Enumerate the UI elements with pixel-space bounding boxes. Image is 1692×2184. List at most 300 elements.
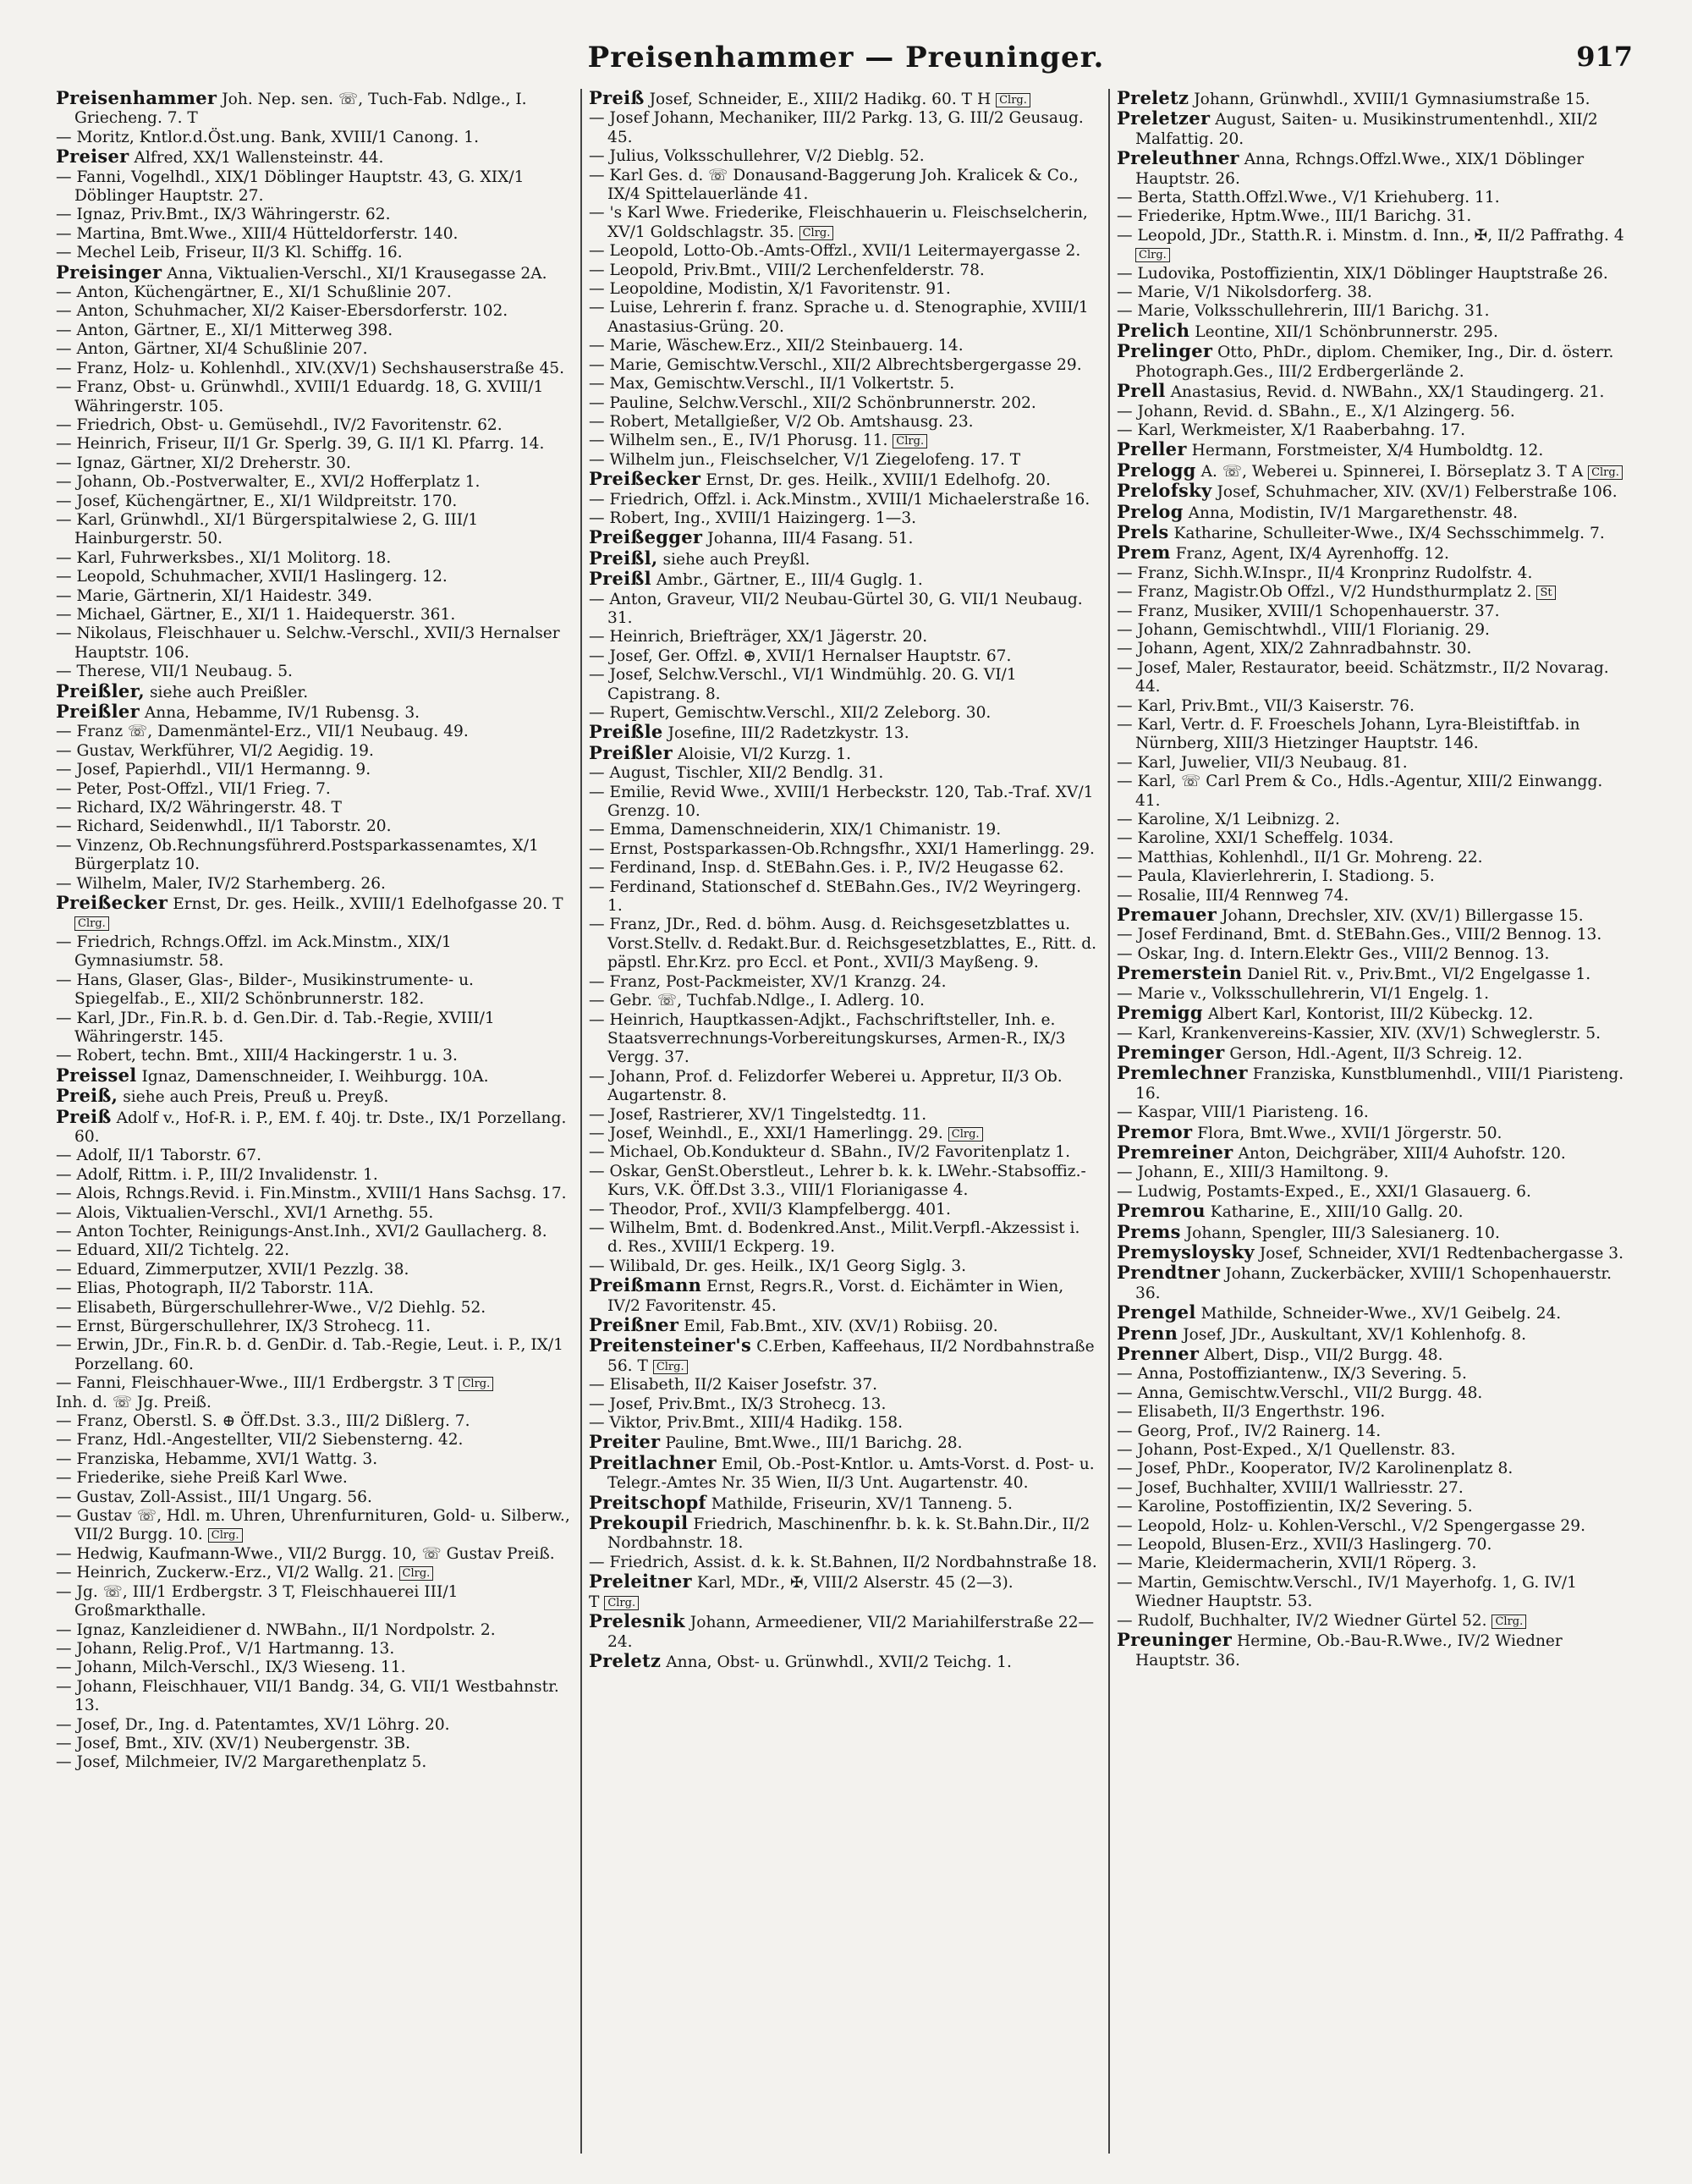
directory-entry: [1117, 283, 1628, 302]
directory-entry: [1117, 1183, 1628, 1202]
directory-entry: [56, 473, 572, 492]
entry-text: — Josef, Milchmeier, IV/2 Margarethenplatz 5.: [56, 1753, 427, 1772]
directory-entry: [589, 549, 1100, 569]
directory-entry: [56, 1659, 572, 1677]
entry-text: — Johann, Ob.-Postverwalter, E., XVI/2 Hofferplatz 1.: [56, 473, 481, 492]
directory-entry: [56, 1394, 572, 1412]
entry-surname: Prenner: [1117, 1343, 1200, 1364]
entry-text: siehe auch Preyßl.: [662, 550, 810, 569]
entry-text: — Rupert, Gemischtw.Verschl., XII/2 Zeleborg. 30.: [589, 704, 992, 722]
entry-text: Josef, Schuhmacher, XIV. (XV/1) Felberstraße 106.: [1217, 483, 1618, 502]
directory-entry: [589, 1125, 1100, 1143]
directory-entry: [589, 859, 1100, 877]
entry-text: Ernst, Dr. ges. Heilk., XVIII/1 Edelhofg. 20.: [706, 471, 1051, 490]
directory-entry: [1117, 1324, 1628, 1345]
entry-text: Anna, Rchngs.Offzl.Wwe., XIX/1 Döblinger Hauptstr. 26.: [1135, 151, 1585, 188]
entry-text: — Marie, V/1 Nikolsdorferg. 38.: [1117, 283, 1372, 302]
directory-entry: [589, 591, 1100, 629]
directory-entry: [1117, 716, 1628, 754]
entry-text: — Fanni, Fleischhauer-Wwe., III/1 Erdbergstr. 3 T: [56, 1374, 454, 1393]
directory-entry: [1117, 985, 1628, 1004]
directory-entry: [1117, 905, 1628, 926]
entry-text: — Anton Tochter, Reinigungs-Anst.Inh., XVI/2 Gaullacherg. 8.: [56, 1222, 547, 1241]
entry-text: — Anton, Küchengärtner, E., XI/1 Schußlinie 207.: [56, 283, 452, 302]
directory-entry: [589, 451, 1100, 470]
directory-entry: [56, 1753, 572, 1772]
directory-entry: [56, 129, 572, 147]
directory-entry: [1117, 207, 1628, 226]
directory-entry: [56, 1223, 572, 1241]
entry-surname: Preiß: [589, 89, 645, 108]
entry-text: — Martina, Bmt.Wwe., XIII/4 Hütteldorferstr. 140.: [56, 224, 459, 243]
clearing-badge: St: [1536, 586, 1555, 600]
entry-text: — Oskar, Ing. d. Intern.Elektr Ges., VIII/2 Bennog. 13.: [1117, 944, 1550, 963]
entry-text: Hermine, Ob.-Bau-R.Wwe., IV/2 Wiedner Hauptstr. 36.: [1135, 1632, 1563, 1670]
entry-text: — Franz, Hdl.-Angestellter, VII/2 Siebensterng. 42.: [56, 1431, 464, 1450]
directory-entry: [1117, 583, 1628, 602]
directory-entry: [56, 435, 572, 454]
entry-text: — Anton, Schuhmacher, XI/2 Kaiser-Ebersdorferstr. 102.: [56, 302, 508, 321]
entry-surname: Premrou: [1117, 1200, 1206, 1222]
directory-entry: [589, 1612, 1100, 1652]
entry-text: — Theodor, Prof., XVII/3 Klampfelbergg. 401.: [589, 1200, 951, 1219]
entry-surname: Preißler,: [56, 679, 146, 701]
entry-text: — Hedwig, Kaufmann-Wwe., VII/2 Burgg. 10, ☏ Gustav Preiß.: [56, 1544, 555, 1563]
entry-surname: Preißegger: [589, 526, 703, 548]
directory-entry: [56, 568, 572, 586]
directory-entry: [1117, 1536, 1628, 1554]
entry-text: — Ferdinand, Stationschef d. StEBahn.Ges., IV/2 Weyringerg. 1.: [589, 877, 1082, 916]
directory-entry: [56, 1488, 572, 1507]
directory-entry: [589, 992, 1100, 1010]
clearing-badge: Clrg.: [399, 1566, 434, 1581]
directory-entry: [589, 1257, 1100, 1276]
directory-entry: [56, 1009, 572, 1048]
directory-entry: [589, 491, 1100, 509]
entry-text: — Max, Gemischtw.Verschl., II/1 Volkertstr. 5.: [589, 375, 955, 393]
entry-text: — Friedrich, Rchngs.Offzl. im Ack.Minstm., XIX/1 Gymnasiumstr. 58.: [56, 932, 452, 971]
directory-entry: [56, 225, 572, 244]
directory-entry: [56, 263, 572, 283]
entry-text: — Friedrich, Assist. d. k. k. St.Bahnen, II/2 Nordbahnstraße 18.: [589, 1553, 1097, 1571]
entry-text: — Karl, Werkmeister, X/1 Raaberbahng. 17.: [1117, 421, 1466, 439]
entry-text: — Gustav, Zoll-Assist., III/1 Ungarg. 56.: [56, 1488, 372, 1506]
entry-text: — Richard, Seidenwhdl., II/1 Taborstr. 20.: [56, 817, 392, 836]
entry-text: — Georg, Prof., IV/2 Rainerg. 14.: [1117, 1422, 1382, 1440]
entry-text: — Marie, Gemischtw.Verschl., XII/2 Albrechtsbergergasse 29.: [589, 355, 1082, 374]
entry-surname: Preiß: [56, 1105, 112, 1127]
entry-text: — Michael, Ob.Kondukteur d. SBahn., IV/2 Favoritenplatz 1.: [589, 1143, 1070, 1162]
entry-text: — Vinzenz, Ob.Rechnungsführerd.Postsparkassenamtes, X/1 Bürgerplatz 10.: [56, 836, 539, 874]
directory-entry: [56, 1336, 572, 1374]
directory-entry: [1117, 319, 1628, 342]
entry-text: — Josef, Maler, Restaurator, beeid. Schätzmstr., II/2 Novarag. 44.: [1117, 658, 1609, 696]
directory-entry: [56, 1147, 572, 1165]
entry-text: — Marie v., Volksschullehrerin, VI/1 Engelg. 1.: [1117, 984, 1490, 1003]
directory-entry: [589, 528, 1100, 548]
directory-entry: [1117, 1243, 1628, 1263]
entry-surname: Prenn: [1117, 1322, 1178, 1344]
directory-entry: [1117, 1554, 1628, 1573]
directory-entry: [56, 1507, 572, 1545]
entry-text: — Alois, Rchngs.Revid. i. Fin.Minstm., XVIII/1 Hans Sachsg. 17.: [56, 1185, 567, 1203]
directory-entry: [1117, 1202, 1628, 1222]
entry-text: — Emilie, Revid Wwe., XVIII/1 Herbeckstr. 120, Tab.-Traf. XV/1 Grenzg. 10.: [589, 783, 1094, 821]
entry-text: — Karl, Krankenvereins-Kassier, XIV. (XV/1) Schweglerstr. 5.: [1117, 1024, 1601, 1042]
entry-surname: Premigg: [1117, 1002, 1203, 1024]
directory-entry: [56, 1105, 572, 1147]
entry-text: — Karoline, Postoffizientin, IX/2 Severing. 5.: [1117, 1498, 1473, 1516]
directory-entry: [589, 1106, 1100, 1125]
directory-entry: [589, 432, 1100, 450]
entry-text: — Franz, Sichh.W.Inspr., II/4 Kronprinz Rudolfstr. 4.: [1117, 564, 1533, 582]
entry-text: — Friederike, Hptm.Wwe., III/1 Barichg. 31.: [1117, 207, 1472, 226]
entry-surname: Preletz: [1117, 89, 1189, 108]
entry-text: — Johann, Milch-Verschl., IX/3 Wieseng. 11.: [56, 1659, 406, 1677]
entry-text: — Karl, Fuhrwerksbes., XI/1 Molitorg. 18.: [56, 548, 392, 567]
entry-text: Daniel Rit. v., Priv.Bmt., VI/2 Engelgasse 1.: [1247, 965, 1591, 984]
entry-text: — Marie, Gärtnerin, XI/1 Haidestr. 349.: [56, 586, 373, 605]
directory-entry: [589, 337, 1100, 355]
directory-entry: [1117, 89, 1628, 109]
directory-entry: [1117, 342, 1628, 382]
directory-entry: [589, 1649, 1100, 1672]
entry-text: — Johann, E., XIII/3 Hamiltong. 9.: [1117, 1164, 1389, 1182]
entry-text: Albert, Disp., VII/2 Burgg. 48.: [1204, 1346, 1443, 1364]
directory-entry: [56, 1640, 572, 1659]
entry-text: — August, Tischler, XII/2 Bendlg. 31.: [589, 764, 884, 783]
directory-entry: [589, 1201, 1100, 1219]
entry-text: — Wilhelm sen., E., IV/1 Phorusg. 11.: [589, 432, 888, 450]
entry-text: — Wilhelm, Bmt. d. Bodenkred.Anst., Milit.Verpfl.-Akzessist i. d. Res., XVIII/1 Eckperg. 19.: [589, 1219, 1080, 1257]
directory-entry: [56, 742, 572, 761]
directory-entry: [1117, 1143, 1628, 1164]
entry-text: — Oskar, GenSt.Oberstleut., Lehrer b. k. k. LWehr.-Stabsoffiz.-Kurs, V.K. Öff.Dst 3.3., VIII/1 Florianigasse 4.: [589, 1162, 1086, 1200]
entry-text: — Josef, Bmt., XIV. (XV/1) Neubergenstr. 3B.: [56, 1734, 411, 1752]
entry-text: — Friedrich, Obst- u. Gemüsehdl., IV/2 Favoritenstr. 62.: [56, 415, 503, 434]
directory-entry: [1117, 1064, 1628, 1103]
entry-surname: Premerstein: [1117, 962, 1243, 984]
entry-text: — Ignaz, Gärtner, XI/2 Dreherstr. 30.: [56, 454, 351, 472]
directory-entry: [1117, 382, 1628, 402]
directory-entry: [1117, 867, 1628, 886]
directory-entry: [1117, 440, 1628, 460]
entry-surname: Preiß,: [56, 1085, 118, 1107]
directory-entry: [56, 283, 572, 302]
entry-text: — Ferdinand, Insp. d. StEBahn.Ges. i. P., IV/2 Heugasse 62.: [589, 859, 1064, 877]
entry-text: — Martin, Gemischtw.Verschl., IV/1 Mayerhofg. 1, G. IV/1 Wiedner Hauptstr. 53.: [1117, 1573, 1578, 1611]
entry-text: — Johann, Prof. d. Felizdorfer Weberei u. Appretur, II/3 Ob. Augartenstr. 8.: [589, 1067, 1063, 1105]
entry-surname: Preißmann: [589, 1274, 702, 1296]
directory-entry: [1117, 829, 1628, 848]
directory-entry: [589, 1219, 1100, 1257]
directory-entry: [1117, 945, 1628, 964]
entry-text: — Karl, Vertr. d. F. Froeschels Johann, Lyra-Bleistiftfab. in Nürnberg, XIII/3 Hietzinger Hauptstr. 146.: [1117, 716, 1580, 753]
entry-surname: Preleuthner: [1117, 147, 1239, 169]
directory-entry: [589, 356, 1100, 375]
directory-entry: [56, 1374, 572, 1393]
directory-entry: [56, 894, 572, 933]
entry-text: Ambr., Gärtner, E., III/4 Guglg. 1.: [656, 571, 923, 590]
directory-entry: [1117, 621, 1628, 640]
directory-entry: [56, 1621, 572, 1640]
directory-entry: [589, 167, 1100, 205]
entry-text: — Marie, Kleidermacherin, XVII/1 Röperg. 3.: [1117, 1554, 1477, 1573]
directory-entry: [589, 1572, 1100, 1593]
entry-text: — Josef, Papierhdl., VII/1 Hermanng. 9.: [56, 761, 371, 779]
entry-surname: Prelesnik: [589, 1610, 685, 1632]
entry-text: Friedrich, Maschinenfhr. b. k. k. St.Bahn.Dir., II/2 Nordbahnstr. 18.: [607, 1516, 1090, 1553]
directory-entry: [56, 1204, 572, 1223]
entry-text: — Anton, Gärtner, XI/4 Schußlinie 207.: [56, 340, 368, 359]
entry-surname: Preißle: [589, 721, 663, 743]
directory-entry: [56, 933, 572, 971]
entry-text: — Julius, Volksschullehrer, V/2 Dieblg. 52.: [589, 147, 925, 166]
directory-entry: [589, 1143, 1100, 1162]
directory-entry: [56, 1166, 572, 1185]
clearing-badge: Clrg.: [653, 1360, 688, 1374]
entry-text: Otto, PhDr., diplom. Chemiker, Ing., Dir. d. österr. Photograph.Ges., III/2 Erdbergerlände 2.: [1135, 344, 1614, 381]
directory-entry: [1117, 149, 1628, 189]
entry-text: — Viktor, Priv.Bmt., XIII/4 Hadikg. 158.: [589, 1414, 904, 1433]
entry-text: Albert Karl, Kontorist, III/2 Kübeckg. 12.: [1207, 1005, 1534, 1024]
entry-text: — Josef, Buchhalter, XVIII/1 Wallriesstr. 27.: [1117, 1478, 1464, 1497]
directory-entry: [589, 1276, 1100, 1316]
entry-text: — Therese, VII/1 Neubaug. 5.: [56, 663, 293, 681]
entry-text: Anna, Viktualien-Verschl., XI/1 Krausegasse 2A.: [167, 264, 547, 283]
directory-entry: [589, 723, 1100, 743]
entry-text: Josef, Schneider, E., XIII/2 Hadikg. 60. T H: [649, 91, 992, 108]
directory-entry: [56, 702, 572, 723]
directory-entry: [56, 416, 572, 435]
directory-entry: [1117, 1103, 1628, 1122]
entry-surname: Preißecker: [56, 892, 168, 914]
entry-text: — Franz, Musiker, XVIII/1 Schopenhauerstr. 37.: [1117, 602, 1500, 620]
entry-text: — Wilhelm, Maler, IV/2 Starhemberg. 26.: [56, 874, 386, 893]
clearing-badge: Clrg.: [1135, 248, 1170, 262]
entry-surname: Preitlachner: [589, 1451, 717, 1473]
column-left: [52, 89, 575, 2154]
entry-text: — Franz, Post-Packmeister, XV/1 Kranzg. 24.: [589, 972, 947, 991]
directory-entry: [56, 1450, 572, 1469]
directory-entry: [56, 1047, 572, 1065]
directory-entry: [1117, 421, 1628, 440]
entry-surname: Prell: [1117, 380, 1166, 402]
entry-text: Anna, Obst- u. Grünwhdl., XVII/2 Teichg. 1.: [666, 1653, 1012, 1671]
directory-entry: [1117, 1574, 1628, 1612]
entry-text: — Franz, Holz- u. Kohlenhdl., XIV.(XV/1) Sechshauserstraße 45.: [56, 359, 565, 377]
entry-text: — Erwin, JDr., Fin.R. b. d. GenDir. d. Tab.-Regie, Leut. i. P., IX/1 Porzellang. 60.: [56, 1336, 563, 1373]
entry-text: Anton, Deichgräber, XIII/4 Auhofstr. 120.: [1238, 1144, 1566, 1163]
directory-entry: [56, 624, 572, 663]
entry-text: Emil, Ob.-Post-Kntlor. u. Amts-Vorst. d. Post- u. Telegr.-Amtes Nr. 35 Wien, II/3 Unt. Augartenstr. 40.: [607, 1455, 1095, 1493]
entry-text: — Josef, PhDr., Kooperator, IV/2 Karolinenplatz 8.: [1117, 1460, 1513, 1478]
entry-text: — Gustav ☏, Hdl. m. Uhren, Uhrenfurnituren, Gold- u. Silberw., VII/2 Burgg. 10.: [56, 1507, 570, 1544]
directory-entry: [1117, 543, 1628, 564]
directory-entry: [1117, 773, 1628, 811]
entry-surname: Prelich: [1117, 319, 1190, 341]
entry-text: — Ludovika, Postoffizientin, XIX/1 Döblinger Hauptstraße 26.: [1117, 264, 1608, 283]
directory-entry: [56, 1185, 572, 1203]
entry-text: Mathilde, Friseurin, XV/1 Tanneng. 5.: [711, 1494, 1013, 1513]
entry-text: — Johann, Post-Exped., X/1 Quellenstr. 83.: [1117, 1441, 1456, 1460]
directory-entry: [1117, 227, 1628, 265]
directory-entry: [56, 875, 572, 894]
entry-text: Johann, Zuckerbäcker, XVIII/1 Schopenhauerstr. 36.: [1135, 1265, 1612, 1302]
directory-columns: [52, 89, 1641, 2154]
entry-text: Anna, Modistin, IV/1 Margarethenstr. 48.: [1188, 503, 1519, 522]
entry-text: — Heinrich, Zuckerw.-Erz., VI/2 Wallg. 21.: [56, 1564, 394, 1582]
entry-text: — Josef, Dr., Ing. d. Patentamtes, XV/1 Löhrg. 20.: [56, 1715, 450, 1734]
entry-surname: Preiter: [589, 1431, 661, 1453]
entry-text: — Leopold, Blusen-Erz., XVII/3 Haslingerg. 70.: [1117, 1536, 1492, 1554]
directory-entry: [56, 1279, 572, 1298]
entry-surname: Preller: [1117, 438, 1187, 460]
directory-entry: [589, 916, 1100, 972]
entry-text: A. ☏, Weberei u. Spinnerei, I. Börseplatz 3. T A: [1200, 462, 1584, 481]
directory-entry: [56, 1431, 572, 1450]
clearing-badge: Clrg.: [459, 1377, 493, 1391]
directory-entry: [1117, 109, 1628, 149]
entry-text: — Friederike, siehe Preiß Karl Wwe.: [56, 1469, 348, 1488]
entry-text: — Elisabeth, II/3 Engerthstr. 196.: [1117, 1403, 1386, 1422]
directory-entry: [589, 299, 1100, 337]
entry-text: — Leopold, Holz- u. Kohlen-Verschl., V/2 Spengergasse 29.: [1117, 1516, 1585, 1535]
entry-text: — Elisabeth, II/2 Kaiser Josefstr. 37.: [589, 1376, 878, 1395]
directory-entry: [1117, 697, 1628, 716]
directory-entry: [1117, 1384, 1628, 1403]
entry-text: — Josef, Küchengärtner, E., XI/1 Wildpreitstr. 170.: [56, 492, 458, 510]
entry-text: — Franz, Obst- u. Grünwhdl., XVIII/1 Eduardg. 18, G. XVIII/1 Währingerstr. 105.: [56, 378, 544, 415]
entry-surname: Prelogg: [1117, 459, 1196, 481]
directory-entry: [589, 509, 1100, 528]
entry-text: — Luise, Lehrerin f. franz. Sprache u. d. Stenographie, XVIII/1 Anastasius-Grüng. 20.: [589, 299, 1089, 336]
entry-text: — Gustav, Werkführer, VI/2 Aegidig. 19.: [56, 741, 374, 760]
entry-text: — Johann, Fleischhauer, VII/1 Bandg. 34, G. VII/1 Westbahnstr. 13.: [56, 1677, 559, 1715]
directory-entry: [589, 1376, 1100, 1395]
clearing-badge: Clrg.: [996, 93, 1030, 107]
entry-text: — Kaspar, VIII/1 Piaristeng. 16.: [1117, 1103, 1369, 1122]
entry-text: Franz, Agent, IX/4 Ayrenhoffg. 12.: [1175, 545, 1449, 564]
directory-entry: [1117, 1479, 1628, 1498]
directory-entry: [589, 1451, 1100, 1494]
entry-text: — Josef, Weinhdl., E., XXI/1 Hamerlingg. 29.: [589, 1124, 943, 1142]
entry-text: — Robert, Metallgießer, V/2 Ob. Amtshausg. 23.: [589, 412, 974, 431]
directory-entry: [56, 322, 572, 340]
entry-text: — Ludwig, Postamts-Exped., E., XXI/1 Glasauerg. 6.: [1117, 1182, 1531, 1201]
entry-text: Alfred, XX/1 Wallensteinstr. 44.: [134, 149, 384, 168]
directory-entry: [1117, 1498, 1628, 1516]
directory-entry: [1117, 849, 1628, 867]
directory-entry: [56, 1299, 572, 1318]
entry-text: — Wilhelm jun., Fleischselcher, V/1 Ziegelofeng. 17. T: [589, 450, 1021, 469]
entry-text: — Wilibald, Dr. ges. Heilk., IX/1 Georg Siglg. 3.: [589, 1257, 967, 1275]
directory-entry: [589, 109, 1100, 147]
entry-text: — Leopold, Priv.Bmt., VIII/2 Lerchenfelderstr. 78.: [589, 261, 985, 279]
directory-entry: [1117, 1004, 1628, 1024]
directory-entry: [589, 569, 1100, 590]
entry-text: siehe auch Preißler.: [149, 683, 309, 701]
directory-entry: [56, 587, 572, 606]
entry-text: — Karl, ☏ Carl Prem & Co., Hdls.-Agentur, XIII/2 Einwangg. 41.: [1117, 773, 1603, 810]
entry-text: Joh. Nep. sen. ☏, Tuch-Fab. Ndlge., I. Griecheng. 7. T: [74, 91, 527, 128]
entry-text: Aloisie, VI/2 Kurzg. 1.: [677, 745, 852, 763]
directory-entry: [1117, 964, 1628, 984]
directory-entry: [1117, 887, 1628, 905]
entry-text: — Anton, Gärtner, E., XI/1 Mitterweg 398.: [56, 321, 393, 339]
directory-entry: [56, 89, 572, 129]
entry-surname: Premor: [1117, 1120, 1193, 1142]
entry-text: Hermann, Forstmeister, X/4 Humboldtg. 12.: [1191, 442, 1544, 460]
directory-entry: [589, 470, 1100, 490]
directory-entry: [589, 147, 1100, 166]
entry-surname: Preuninger: [1117, 1629, 1233, 1651]
entry-text: Karl, MDr., ✠, VIII/2 Alserstr. 45 (2—3).: [696, 1574, 1014, 1593]
entry-text: — Johann, Agent, XIX/2 Zahnradbahnstr. 30.: [1117, 640, 1472, 658]
entry-text: — 's Karl Wwe. Friederike, Fleischhauerin u. Fleischselcherin, XV/1 Goldschlagstr. 35.: [589, 204, 1088, 241]
entry-text: Anastasius, Revid. d. NWBahn., XX/1 Staudingerg. 21.: [1170, 383, 1605, 402]
directory-entry: [589, 1414, 1100, 1433]
entry-surname: Preissel: [56, 1064, 137, 1086]
directory-entry: [1117, 500, 1628, 523]
entry-surname: Prels: [1117, 520, 1169, 542]
directory-entry: [589, 1316, 1100, 1336]
entry-text: — Marie, Wäschew.Erz., XII/2 Steinbauerg. 14.: [589, 337, 964, 355]
entry-text: — Karl, JDr., Fin.R. b. d. Gen.Dir. d. Tab.-Regie, XVIII/1 Währingerstr. 145.: [56, 1009, 495, 1046]
entry-text: — Jg. ☏, III/1 Erdbergstr. 3 T, Fleischhauerei III/1 Großmarkthalle.: [56, 1582, 459, 1620]
directory-entry: [589, 280, 1100, 299]
entry-text: — Josef, Rastrierer, XV/1 Tingelstedtg. 11.: [589, 1105, 927, 1124]
entry-text: — Johann, Relig.Prof., V/1 Hartmanng. 13.: [56, 1639, 395, 1658]
directory-entry: [1117, 1441, 1628, 1460]
entry-text: — Johann, Gemischtwhdl., VIII/1 Florianig. 29.: [1117, 620, 1490, 639]
directory-entry: [56, 360, 572, 378]
entry-surname: Preleitner: [589, 1571, 692, 1593]
directory-entry: [56, 817, 572, 836]
directory-entry: [56, 1545, 572, 1564]
directory-entry: [589, 840, 1100, 859]
directory-entry: [589, 204, 1100, 242]
directory-entry: [56, 549, 572, 568]
entry-surname: Prems: [1117, 1220, 1181, 1242]
entry-text: — Leopold, Lotto-Ob.-Amts-Offzl., XVII/1 Leitermayergasse 2.: [589, 242, 1081, 261]
directory-entry: [1117, 481, 1628, 502]
entry-text: — Robert, techn. Bmt., XIII/4 Hackingerstr. 1 u. 3.: [56, 1047, 458, 1065]
entry-text: Gerson, Hdl.-Agent, II/3 Schreig. 12.: [1229, 1044, 1523, 1063]
entry-text: — Moritz, Kntlor.d.Öst.ung. Bank, XVIII/1 Canong. 1.: [56, 128, 479, 146]
entry-text: — Richard, IX/2 Währingerstr. 48. T: [56, 799, 342, 817]
entry-surname: Premauer: [1117, 904, 1217, 926]
entry-text: Ernst, Regrs.R., Vorst. d. Eichämter in Wien, IV/2 Favoritenstr. 45.: [607, 1278, 1064, 1315]
entry-text: — Leopold, Schuhmacher, XVII/1 Haslingerg. 12.: [56, 568, 448, 586]
clearing-badge: Clrg.: [1588, 465, 1623, 480]
directory-entry: [589, 741, 1100, 764]
directory-entry: [56, 799, 572, 817]
directory-entry: [56, 206, 572, 224]
entry-text: — Ignaz, Kanzleidiener d. NWBahn., II/1 Nordpolstr. 2.: [56, 1620, 496, 1639]
entry-text: — Matthias, Kohlenhdl., II/1 Gr. Mohreng. 22.: [1117, 848, 1483, 866]
entry-surname: Preletzer: [1117, 107, 1211, 129]
entry-surname: Preißler: [56, 701, 140, 722]
entry-text: — Pauline, Selchw.Verschl., XII/2 Schönbrunnerstr. 202.: [589, 393, 1036, 412]
directory-entry: [589, 1163, 1100, 1201]
entry-text: Johanna, III/4 Fasang. 51.: [707, 530, 914, 548]
directory-entry: [1117, 1612, 1628, 1631]
entry-text: — Ignaz, Priv.Bmt., IX/3 Währingerstr. 62.: [56, 206, 391, 224]
entry-text: — Rosalie, III/4 Rennweg 74.: [1117, 886, 1349, 905]
entry-text: Josef, Schneider, XVI/1 Redtenbachergasse 3.: [1259, 1244, 1623, 1263]
entry-text: — Josef, Priv.Bmt., IX/3 Strohecg. 13.: [589, 1395, 887, 1413]
